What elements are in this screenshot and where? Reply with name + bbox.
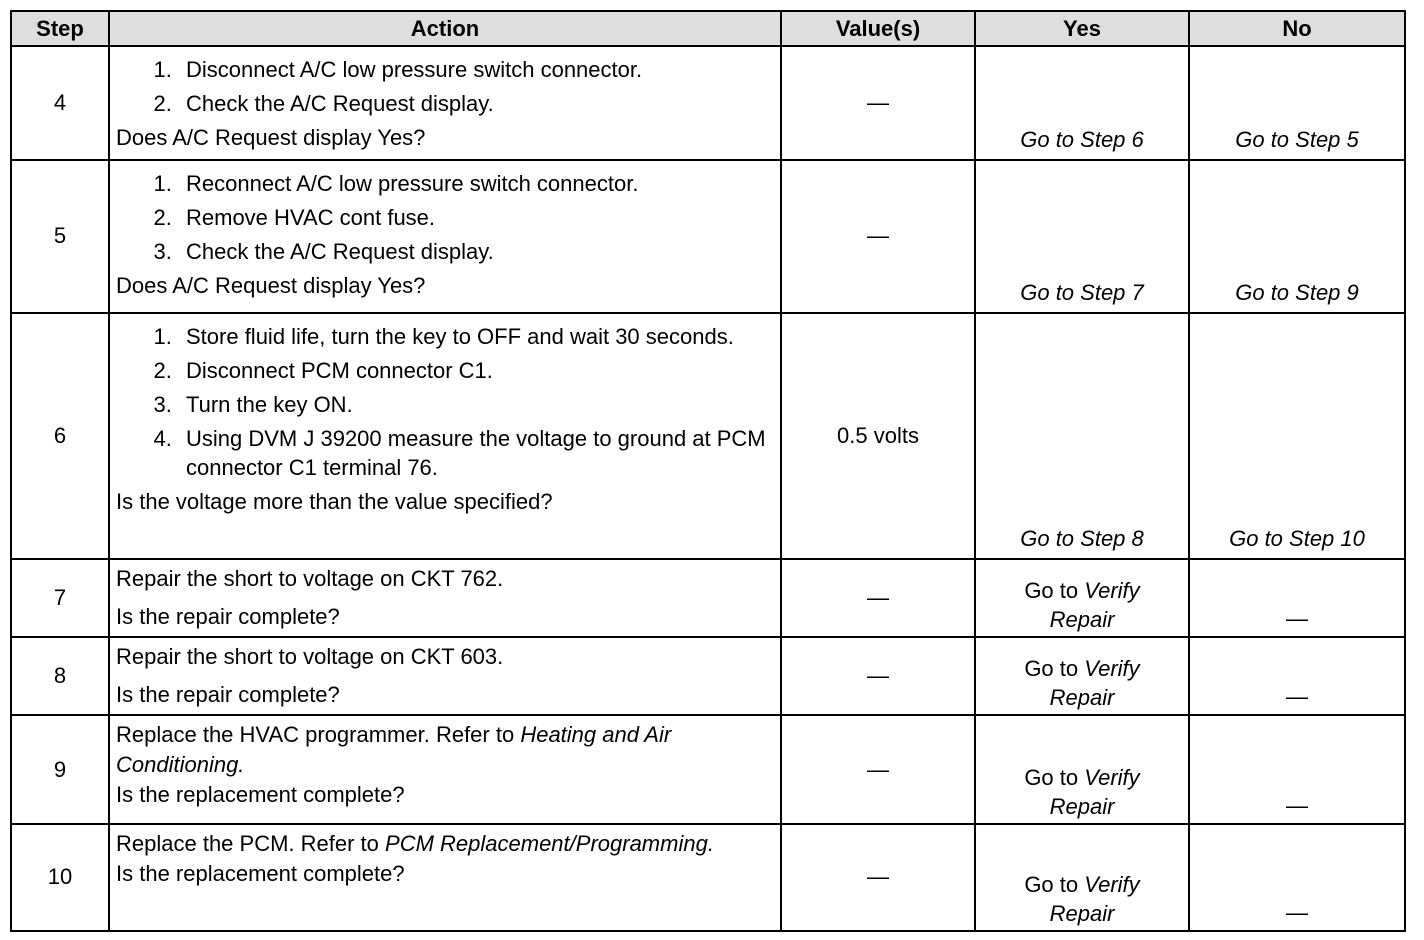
- no-cell: —: [1189, 715, 1405, 823]
- no-cell: Go to Step 9: [1189, 160, 1405, 312]
- step-number: 8: [11, 637, 109, 715]
- header-values: Value(s): [781, 11, 975, 46]
- action-cell: [109, 46, 781, 160]
- table-row-step-4: [11, 46, 1405, 160]
- action-cell: [109, 637, 781, 715]
- table-row-step-7: [11, 559, 1405, 637]
- value-cell: —: [781, 715, 975, 823]
- action-cell: [109, 824, 781, 931]
- table-row-step-10: [11, 824, 1405, 931]
- action-item: 2. Disconnect PCM connector C1.: [178, 356, 772, 385]
- step-number: 6: [11, 313, 109, 560]
- header-row: [11, 11, 1405, 46]
- yes-verify: Verify: [1084, 872, 1140, 897]
- value-cell: 0.5 volts: [781, 313, 975, 560]
- table-row-step-5: [11, 160, 1405, 312]
- yes-prefix: Go to: [1024, 656, 1079, 682]
- action-text: Repair the short to voltage on CKT 762.: [116, 566, 504, 592]
- action-item: 1. Reconnect A/C low pressure switch connector.: [178, 169, 772, 198]
- yes-cell: Go to Step 7: [975, 160, 1189, 312]
- no-cell: —: [1189, 824, 1405, 931]
- no-cell: —: [1189, 559, 1405, 637]
- header-yes: Yes: [975, 11, 1189, 46]
- header-action: Action: [109, 11, 781, 46]
- action-question: Is the repair complete?: [116, 682, 340, 708]
- step-number: 4: [11, 46, 109, 160]
- yes-cell: [975, 637, 1189, 715]
- value-cell: —: [781, 46, 975, 160]
- step-number: 7: [11, 559, 109, 637]
- header-step: Step: [11, 11, 109, 46]
- value-cell: —: [781, 160, 975, 312]
- action-question: Is the replacement complete?: [116, 860, 405, 886]
- yes-verify: Verify: [1084, 578, 1140, 604]
- yes-repair: Repair: [1049, 793, 1115, 819]
- table-row-step-8: [11, 637, 1405, 715]
- action-item: 1. Store fluid life, turn the key to OFF and wait 30 seconds.: [178, 322, 772, 351]
- yes-repair: Repair: [1049, 685, 1115, 711]
- action-question: Does A/C Request display Yes?: [116, 125, 426, 150]
- action-text: Replace the PCM. Refer to: [116, 830, 379, 856]
- action-list: [116, 55, 772, 118]
- yes-cell: [975, 824, 1189, 931]
- value-cell: —: [781, 637, 975, 715]
- step-number: 5: [11, 160, 109, 312]
- action-item: 2. Remove HVAC cont fuse.: [178, 203, 772, 232]
- action-item: 3. Check the A/C Request display.: [178, 237, 772, 266]
- yes-prefix: Go to: [1024, 578, 1079, 604]
- step-number: 9: [11, 715, 109, 823]
- value-cell: —: [781, 824, 975, 931]
- yes-verify: Verify: [1084, 656, 1140, 682]
- value-cell: —: [781, 559, 975, 637]
- no-cell: —: [1189, 637, 1405, 715]
- yes-cell: Go to Step 6: [975, 46, 1189, 160]
- action-question: Is the repair complete?: [116, 604, 340, 630]
- action-reference: Heating and Air Conditioning.: [116, 722, 672, 778]
- step-number: 10: [11, 824, 109, 931]
- action-item: 2. Check the A/C Request display.: [178, 89, 772, 118]
- yes-repair: Repair: [1049, 901, 1115, 926]
- action-list: [116, 322, 772, 482]
- action-text: Replace the HVAC programmer. Refer to: [116, 722, 515, 748]
- yes-prefix: Go to: [1024, 764, 1079, 790]
- action-question: Is the replacement complete?: [116, 782, 405, 808]
- action-reference: PCM Replacement/Programming.: [385, 830, 714, 856]
- action-list: [116, 169, 772, 266]
- action-cell: [109, 559, 781, 637]
- action-cell: [109, 313, 781, 560]
- action-item: 3. Turn the key ON.: [178, 390, 772, 419]
- diagnostic-table: [10, 10, 1406, 932]
- table-row-step-6: [11, 313, 1405, 560]
- action-cell: [109, 715, 781, 823]
- header-no: No: [1189, 11, 1405, 46]
- action-text: Repair the short to voltage on CKT 603.: [116, 644, 504, 670]
- yes-verify: Verify: [1084, 764, 1140, 790]
- action-item: 1. Disconnect A/C low pressure switch connector.: [178, 55, 772, 84]
- no-cell: Go to Step 10: [1189, 313, 1405, 560]
- yes-cell: Go to Step 8: [975, 313, 1189, 560]
- action-question: Does A/C Request display Yes?: [116, 273, 426, 299]
- table-row-step-9: [11, 715, 1405, 823]
- action-cell: [109, 160, 781, 312]
- action-question: Is the voltage more than the value specified?: [116, 488, 553, 514]
- yes-prefix: Go to: [1024, 872, 1079, 897]
- yes-cell: [975, 559, 1189, 637]
- yes-cell: [975, 715, 1189, 823]
- yes-repair: Repair: [1049, 607, 1115, 633]
- no-cell: Go to Step 5: [1189, 46, 1405, 160]
- action-item: 4. Using DVM J 39200 measure the voltage to ground at PCM connector C1 terminal 76.: [178, 424, 772, 482]
